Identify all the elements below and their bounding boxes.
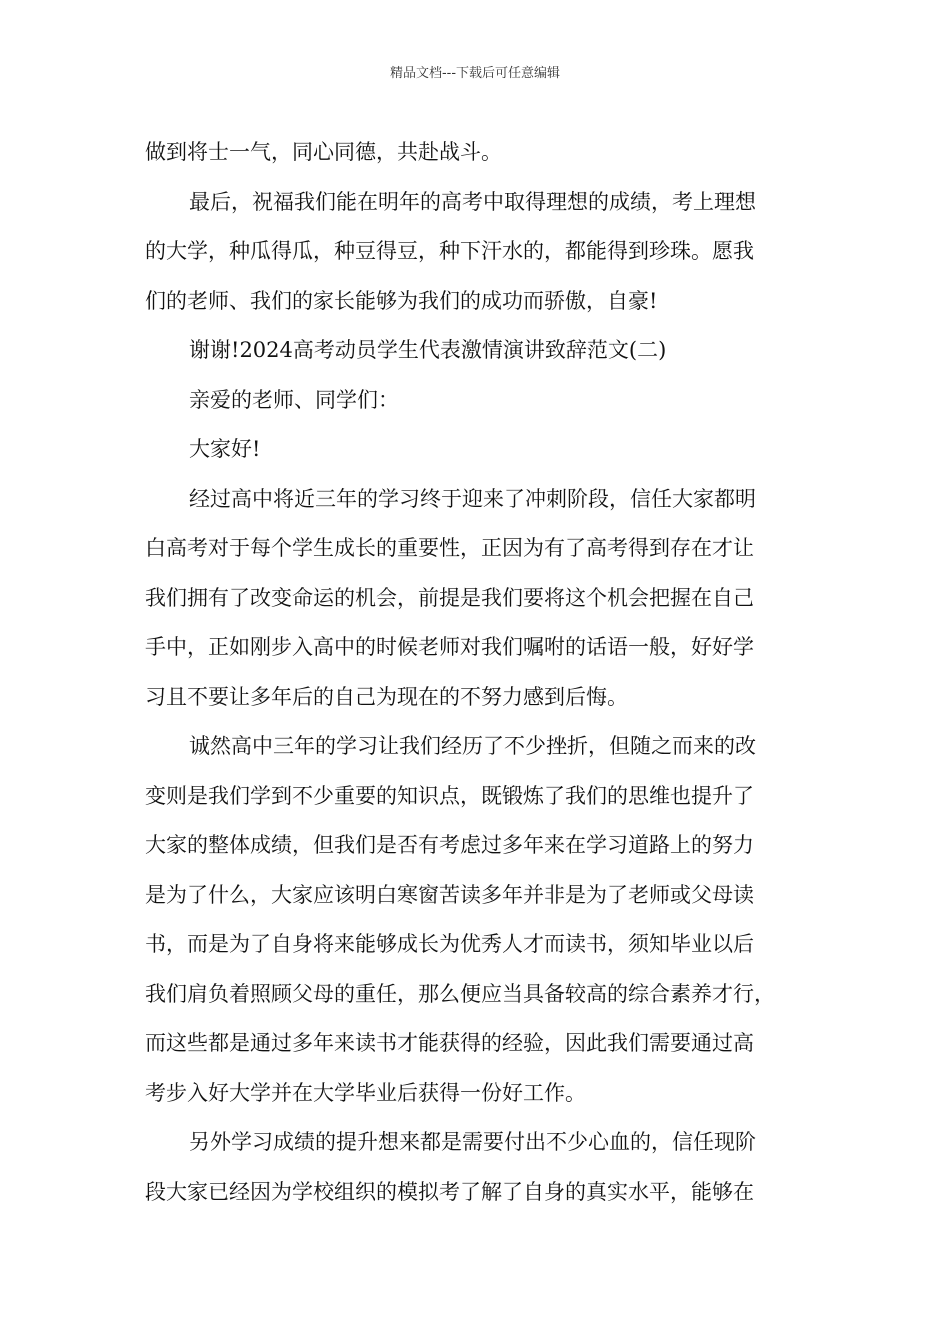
text-line: 亲爱的老师、同学们：	[189, 387, 399, 412]
text-line: 们的老师、我们的家长能够为我们的成功而骄傲，自豪!	[145, 288, 658, 313]
text-line: 段大家已经因为学校组织的模拟考了解了自身的真实水平，能够在	[145, 1179, 754, 1204]
page-header: 精品文档---下载后可任意编辑	[389, 66, 561, 81]
document-body	[145, 128, 815, 1217]
text-line: 书，而是为了自身将来能够成长为优秀人才而读书，须知毕业以后	[145, 932, 754, 956]
text-line: 习且不要让多年后的自己为现在的不努力感到后悔。	[145, 684, 628, 709]
text-line: 另外学习成绩的提升想来都是需要付出不少心血的，信任现阶	[189, 1130, 756, 1154]
text-line: 我们拥有了改变命运的机会，前提是我们要将这个机会把握在自己	[145, 585, 754, 610]
text-line: 经过高中将近三年的学习终于迎来了冲刺阶段，信任大家都明	[189, 486, 756, 511]
text-line: 而这些都是通过多年来读书才能获得的经验，因此我们需要通过高	[145, 1031, 754, 1055]
text-line: 手中，正如刚步入高中的时候老师对我们嘱咐的话语一般，好好学	[145, 635, 754, 659]
text-line: 最后，祝福我们能在明年的高考中取得理想的成绩，考上理想	[189, 189, 756, 214]
text-line: 考步入好大学并在大学毕业后获得一份好工作。	[145, 1080, 586, 1105]
text-line: 是为了什么，大家应该明白寒窗苦读多年并非是为了老师或父母读	[145, 882, 754, 907]
text-line: 我们肩负着照顾父母的重任，那么便应当具备较高的综合素养才行，	[145, 981, 775, 1006]
text-line: 做到将士一气，同心同德，共赴战斗。	[145, 140, 502, 164]
text-line: 变则是我们学到不少重要的知识点，既锻炼了我们的思维也提升了	[145, 783, 754, 808]
text-line: 大家好!	[189, 437, 261, 461]
text-line: 大家的整体成绩，但我们是否有考虑过多年来在学习道路上的努力	[145, 833, 754, 857]
text-line: 白高考对于每个学生成长的重要性，正因为有了高考得到存在才让	[145, 536, 754, 560]
text-line: 诚然高中三年的学习让我们经历了不少挫折，但随之而来的改	[189, 734, 756, 758]
text-line: 谢谢!2024高考动员学生代表激情演讲致辞范文(二)	[189, 338, 667, 362]
text-line: 的大学，种瓜得瓜，种豆得豆，种下汗水的，都能得到珍珠。愿我	[145, 239, 754, 263]
